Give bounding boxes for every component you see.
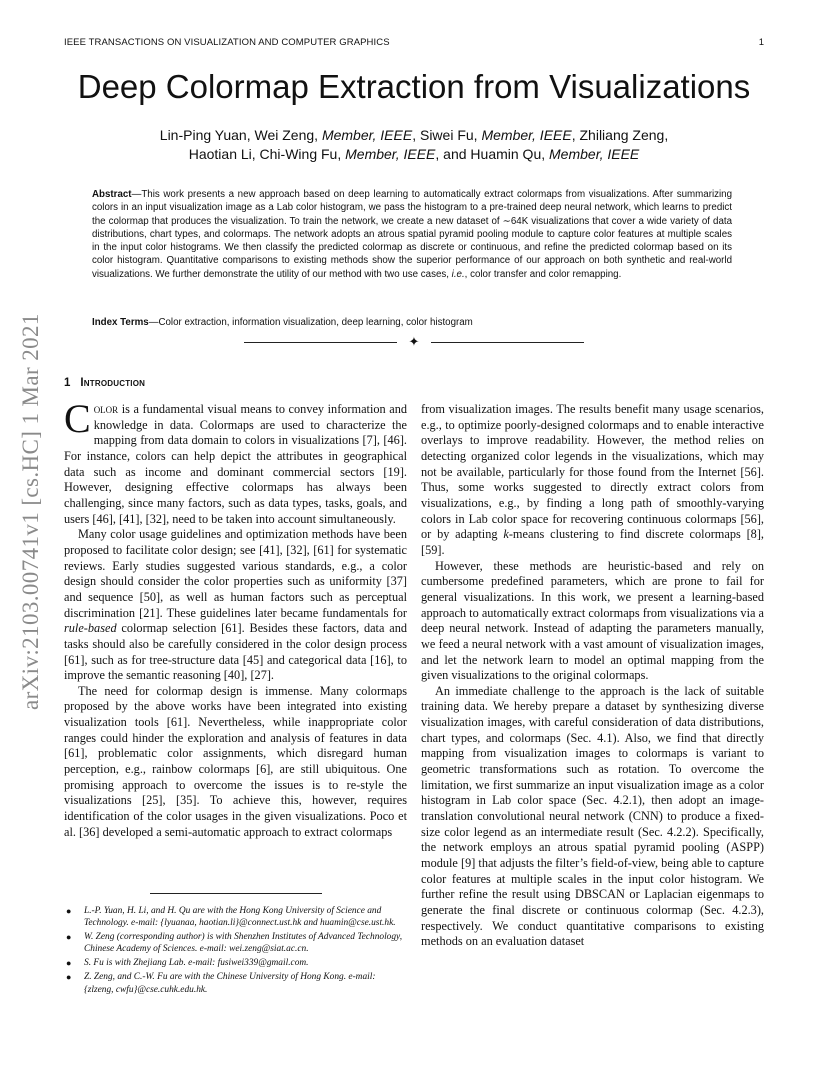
author-text: , Zhiliang Zeng, bbox=[571, 127, 669, 143]
lead-word: olor bbox=[93, 402, 119, 416]
emphasis: k bbox=[503, 527, 509, 542]
author-membership: Member, IEEE bbox=[321, 127, 413, 143]
author-text: Haotian Li, Chi-Wing Fu, bbox=[188, 146, 346, 162]
abstract-text: —This work presents a new approach based on deep learning to automatically extract colormaps from visualizations. After summarizing colors in an input visualization image as a Lab color histogram, we pass the histogram to a pre-trained deep neural network, which learns to predict the colormap that produces the visualization. To train the network, we create a new dataset of ∼64K visualizations that cover a wide variety of data distributions, chart types, and colormaps. The network adopts an atrous spatial pyramid pooling module to capture color features at multiple scales in the input color histograms. We then classify the predicted colormap as discrete or continuous, and refine the predicted colormap based on its color histogram. Quantitative comparisons to existing methods show the superior performance of our approach on both synthetic and real-world visualizations. We further demonstrate the utility of our method with two use cases, bbox=[92, 189, 732, 280]
bullet-icon: ● bbox=[66, 906, 72, 916]
abstract-ie: i.e. bbox=[451, 268, 465, 280]
footnote-text: S. Fu is with Zhejiang Lab. e-mail: fusiwei339@gmail.com. bbox=[84, 958, 309, 969]
footnote-rule bbox=[150, 893, 322, 894]
paragraph bbox=[64, 396, 407, 527]
paragraph-text: Many color usage guidelines and optimization methods have been proposed to facilitate color design; see [41], [32], [61] for systematic reviews. Early studies suggested various standards, e.g., a color design should consider the color properties such as uniformity [37] and sequence [50], as well as human factors such as perceptual discrimination [21]. These guidelines later became fundamentals for bbox=[64, 527, 407, 620]
paragraph-text: is a fundamental visual means to convey information and knowledge in data. Colormaps are used to characterize the mapping from data domain to colors in visualizations [7], [46]. For instance, colors can help depict the attributes in geographical data such as income and dominant commercial sectors [19]. However, designing effective colormaps has always been challenging, since many factors, such as data types, tasks, goals, and users [46], [41], [32], need to be taken into account simultaneously. bbox=[64, 402, 407, 526]
footnote-item bbox=[64, 905, 407, 929]
section-title: Introduction bbox=[80, 377, 146, 389]
author-list bbox=[110, 126, 718, 164]
bullet-icon: ● bbox=[66, 958, 72, 969]
abstract-label: Abstract bbox=[92, 189, 132, 200]
paragraph: However, these methods are heuristic-based and rely on cumbersome predefined parameters, which are prone to fail for general visualizations. In this work, we present a learning-based approach to automatically extract colormaps from visualizations via a deep neural network. Instead of adapting the parameters manually, we feed a neural network with a vast amount of visualization images, and let the network learn to model an optimal mapping from the given visualizations to the original colormaps. bbox=[421, 558, 764, 683]
abstract-tail: , color transfer and color remapping. bbox=[464, 268, 622, 280]
paragraph bbox=[421, 402, 764, 559]
paragraph: An immediate challenge to the approach is the lack of suitable training data. We hereby prepare a dataset by synthesizing diverse visualization images, with careful consideration of data distributions, chart types, and colormaps (Sec. 4.1). Also, we find that directly mapping from visualization images to colormaps is variant to geometric transformations such as rotation. To overcome the limitation, we first summarize an input visualization image as a color histogram in Lab color space (Sec. 4.2.1), then adopt an image-translation convolutional neural network (CNN) to produce a fixed-size color legend as an intermediate result (Sec. 4.2.2). Specifically, the network employs an atrous spatial pyramid pooling (ASPP) module [9] that adjusts the filter’s field-of-view, being able to capture color features at multiple scales in the input color histogram. We further refine the result using DBSCAN or Laplacian eigenmaps to generate the final discrete or continuous colormap (Sec. 4.2.3), respectively. We conduct quantitative comparisons to existing methods on an evaluation dataset bbox=[421, 683, 764, 949]
divider-line bbox=[244, 342, 397, 343]
paragraph bbox=[64, 527, 407, 684]
index-terms bbox=[92, 316, 732, 329]
divider-line bbox=[431, 342, 584, 343]
footnote-text: L.-P. Yuan, H. Li, and H. Qu are with the Hong Kong University of Science and Technology. e-mail: {lyuanaa, haotian.li}@connect.ust.hk and huamin@cse.ust.hk. bbox=[84, 906, 396, 929]
footnote-text: W. Zeng (corresponding author) is with Shenzhen Institutes of Advanced Technology, Chinese Academy of Sciences. e-mail: wei.zeng@siat.ac.cn. bbox=[84, 932, 403, 955]
arxiv-watermark: arXiv:2103.00741v1 [cs.HC] 1 Mar 2021 bbox=[18, 313, 43, 710]
author-membership: Member, IEEE bbox=[345, 146, 436, 162]
author-membership: Member, IEEE bbox=[549, 146, 640, 162]
footnotes bbox=[64, 905, 407, 998]
index-terms-label: Index Terms bbox=[92, 317, 149, 328]
drop-cap: C bbox=[64, 396, 91, 441]
author-text: Lin-Ping Yuan, Wei Zeng, bbox=[159, 127, 322, 143]
page-number: 1 bbox=[758, 37, 764, 48]
footnote-item bbox=[64, 971, 407, 995]
index-terms-text: —Color extraction, information visualization, deep learning, color histogram bbox=[148, 317, 473, 328]
abstract bbox=[92, 188, 732, 281]
paragraph: The need for colormap design is immense. Many colormaps proposed by the above works have been integrated into existing visualization tools [61]. Nevertheless, while inappropriate color ranges could hinder the exploration and analysis of features in data [61], problematic color assignments, which disregard human perception, e.g., rainbow colormaps [6], are still ubiquitous. One promising approach to overcome the issues is to re-style the visualizations [25], [35]. To achieve this, however, requires identification of the color usages in the given visualizations. Poco et al. [36] developed a semi-automatic approach to extract colormaps bbox=[64, 683, 407, 839]
paper-title: Deep Colormap Extraction from Visualizations bbox=[77, 68, 751, 105]
section-heading bbox=[64, 377, 145, 389]
right-column bbox=[421, 402, 764, 950]
footnote-item bbox=[64, 931, 407, 955]
running-head: IEEE TRANSACTIONS ON VISUALIZATION AND COMPUTER GRAPHICS bbox=[64, 37, 390, 48]
author-text: , and Huamin Qu, bbox=[435, 146, 550, 162]
footnote-item bbox=[64, 957, 407, 969]
bullet-icon: ● bbox=[66, 932, 72, 943]
author-text: , Siwei Fu, bbox=[412, 127, 482, 143]
footnote-text: Z. Zeng, and C.-W. Fu are with the Chinese University of Hong Kong. e-mail: {zlzeng, cwfu}@cse.cuhk.edu.hk. bbox=[84, 972, 376, 995]
paragraph-text: from visualization images. The results benefit many usage scenarios, e.g., to optimize poorly-designed colormaps and to enable interactive overlays to improve readability. However, the method relies on detecting organized color legends in the visualizations, which may not be available, particularly for those found from the Internet [56]. Thus, some works suggested to directly extract colors from visualizations, e.g., by finding a long path of smoothly-varying colors in Lab color space for recovering continuous colormaps [56], or by adapting bbox=[421, 402, 764, 542]
left-column bbox=[64, 396, 407, 840]
section-divider bbox=[244, 335, 584, 349]
section-number: 1 bbox=[64, 377, 71, 389]
bullet-icon: ● bbox=[66, 972, 72, 983]
paragraph-text: -means clustering to find discrete colormaps [8], [59]. bbox=[421, 527, 764, 557]
author-membership: Member, IEEE bbox=[481, 127, 572, 143]
paragraph-text: colormap selection [61]. Besides these factors, data and tasks should also be carefully considered in the color design process [61], such as for tree-structure data [45] and categorical data [16], to improve the semantic reasoning [40], [27]. bbox=[64, 621, 407, 683]
emphasis: rule-based bbox=[64, 621, 117, 636]
diamond-star-icon: ✦ bbox=[408, 334, 420, 349]
